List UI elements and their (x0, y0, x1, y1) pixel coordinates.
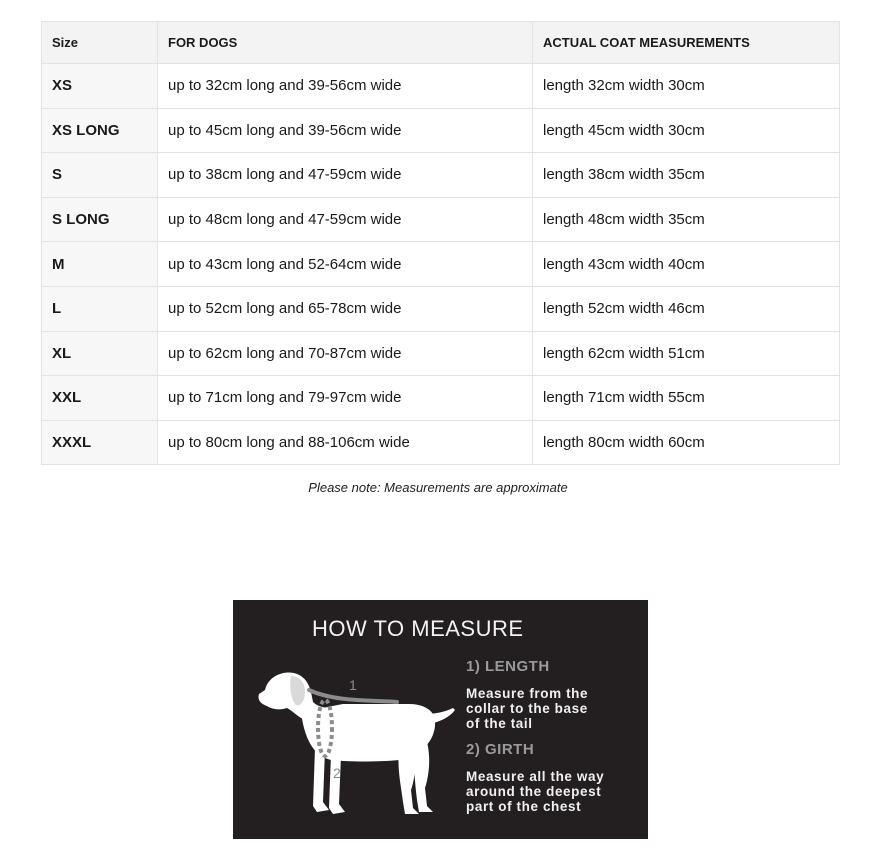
size-cell: S (42, 153, 158, 198)
coat-measurement-cell: length 62cm width 51cm (533, 331, 840, 376)
for-dogs-cell: up to 38cm long and 47-59cm wide (158, 153, 533, 198)
header-size: Size (42, 22, 158, 64)
for-dogs-cell: up to 80cm long and 88-106cm wide (158, 420, 533, 465)
size-table (41, 21, 840, 465)
table-row (42, 153, 840, 198)
table-body (42, 64, 840, 465)
girth-text: Measure all the way around the deepest part of the chest (466, 769, 605, 814)
coat-measurement-cell: length 32cm width 30cm (533, 64, 840, 109)
length-label: 1) LENGTH (466, 658, 550, 675)
for-dogs-cell: up to 62cm long and 70-87cm wide (158, 331, 533, 376)
size-cell: XS LONG (42, 108, 158, 153)
for-dogs-cell: up to 45cm long and 39-56cm wide (158, 108, 533, 153)
for-dogs-cell: up to 48cm long and 47-59cm wide (158, 197, 533, 242)
table-row (42, 197, 840, 242)
for-dogs-cell: up to 52cm long and 65-78cm wide (158, 286, 533, 331)
coat-measurement-cell: length 43cm width 40cm (533, 242, 840, 287)
coat-measurement-cell: length 71cm width 55cm (533, 376, 840, 421)
size-cell: XXXL (42, 420, 158, 465)
coat-measurement-cell: length 48cm width 35cm (533, 197, 840, 242)
table-row (42, 242, 840, 287)
coat-measurement-cell: length 52cm width 46cm (533, 286, 840, 331)
girth-label: 2) GIRTH (466, 741, 535, 758)
marker-2: 2 (333, 765, 341, 781)
for-dogs-cell: up to 32cm long and 39-56cm wide (158, 64, 533, 109)
table-header-row (42, 22, 840, 64)
header-for-dogs: FOR DOGS (158, 22, 533, 64)
size-cell: L (42, 286, 158, 331)
header-coat-measurements: ACTUAL COAT MEASUREMENTS (533, 22, 840, 64)
dog-silhouette-icon (239, 662, 459, 822)
table-row (42, 108, 840, 153)
table-row (42, 376, 840, 421)
length-text: Measure from the collar to the base of the tail (466, 686, 589, 731)
size-cell: XXL (42, 376, 158, 421)
card-title: HOW TO MEASURE (312, 616, 524, 641)
table-row (42, 420, 840, 465)
table-row (42, 286, 840, 331)
coat-measurement-cell: length 38cm width 35cm (533, 153, 840, 198)
size-cell: S LONG (42, 197, 158, 242)
size-cell: M (42, 242, 158, 287)
coat-measurement-cell: length 45cm width 30cm (533, 108, 840, 153)
approximate-note: Please note: Measurements are approximate (308, 480, 568, 495)
coat-measurement-cell: length 80cm width 60cm (533, 420, 840, 465)
for-dogs-cell: up to 43cm long and 52-64cm wide (158, 242, 533, 287)
for-dogs-cell: up to 71cm long and 79-97cm wide (158, 376, 533, 421)
size-cell: XL (42, 331, 158, 376)
table-row (42, 64, 840, 109)
table-row (42, 331, 840, 376)
marker-1: 1 (349, 677, 357, 693)
how-to-measure-card (233, 600, 648, 839)
size-cell: XS (42, 64, 158, 109)
